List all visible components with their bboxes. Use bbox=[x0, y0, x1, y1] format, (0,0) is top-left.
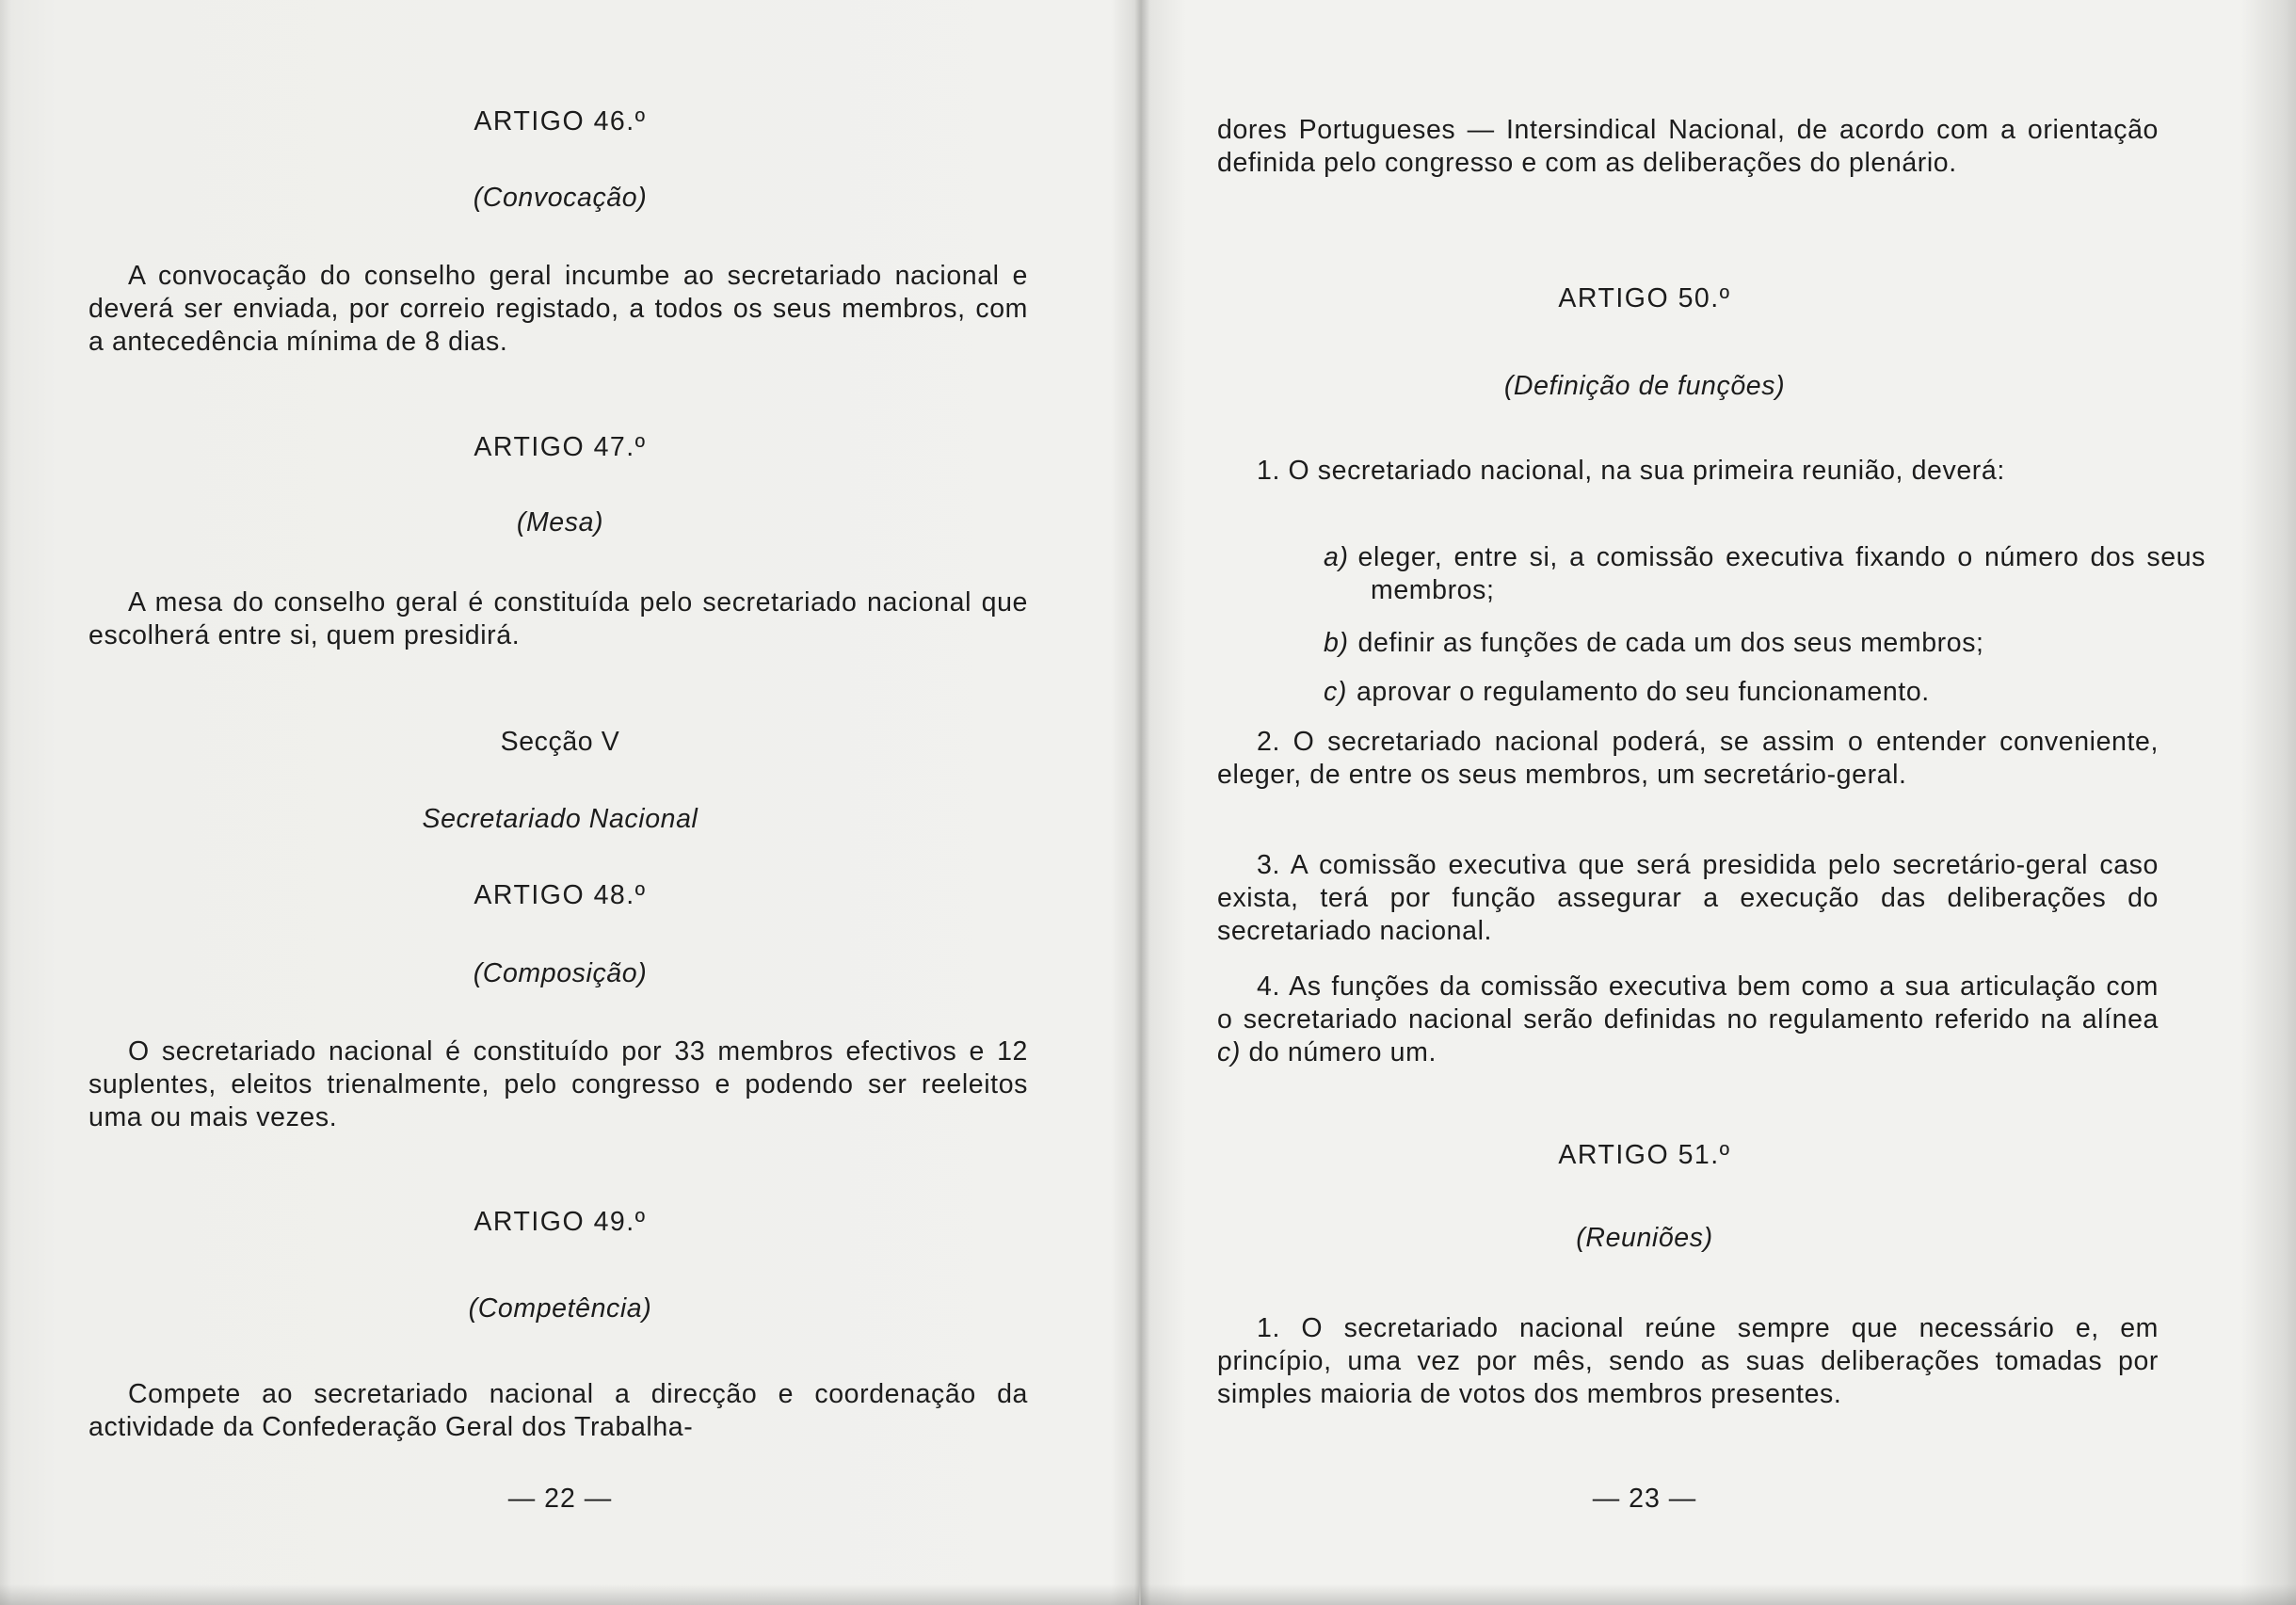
article-48-text: O secretariado nacional é constituído por 33 membros efectivos e 12 suplentes, eleitos trienalmente, pelo congresso e podendo ser reeleitos uma ou mais vezes. bbox=[88, 1036, 1028, 1132]
article-50-paragraph-3: 3. A comissão executiva que será presidida pelo secretário-geral caso exista, terá por função assegurar a execução das deliberações do secretariado nacional. bbox=[1217, 850, 2159, 946]
list-item bbox=[1324, 627, 2206, 660]
paragraph-text: 4. As funções da comissão executiva bem como a sua articulação com o secretariado nacional serão definidas no regulamento referido na alínea bbox=[1217, 971, 2159, 1035]
page-shadow bbox=[1141, 1584, 2296, 1605]
continued-paragraph: dores Portugueses — Intersindical Nacional, de acordo com a orientação definida pelo congresso e com as deliberações do plenário. bbox=[1217, 115, 2159, 178]
paragraph-text: do número um. bbox=[1248, 1037, 1437, 1067]
page-number: — 22 — bbox=[507, 1484, 613, 1514]
article-47-heading: ARTIGO 47.º bbox=[474, 432, 647, 462]
article-49-subtitle: (Competência) bbox=[468, 1293, 652, 1324]
article-47-text: A mesa do conselho geral é constituída pelo secretariado nacional que escolherá entre si, quem presidirá. bbox=[88, 587, 1028, 650]
article-50-subtitle: (Definição de funções) bbox=[1503, 371, 1786, 401]
article-50-paragraph-1: 1. O secretariado nacional, na sua primeira reunião, deverá: bbox=[1257, 456, 2005, 486]
right-page bbox=[1141, 0, 2296, 1605]
article-50-paragraph-4 bbox=[1217, 971, 2159, 1069]
article-50-heading: ARTIGO 50.º bbox=[1558, 283, 1731, 313]
article-49-heading: ARTIGO 49.º bbox=[474, 1207, 647, 1237]
list-item-text: definir as funções de cada um dos seus membros; bbox=[1357, 628, 1984, 658]
list-item bbox=[1324, 676, 2206, 709]
section-heading: Secção V bbox=[500, 727, 620, 757]
left-page bbox=[0, 0, 1139, 1605]
list-item-text: eleger, entre si, a comissão executiva fixando o número dos seus membros; bbox=[1357, 542, 2206, 605]
article-46-subtitle: (Convocação) bbox=[473, 183, 648, 213]
page-shadow bbox=[0, 1584, 1139, 1605]
page-number: — 23 — bbox=[1592, 1484, 1697, 1514]
list-item-text: aprovar o regulamento do seu funcionamento. bbox=[1356, 677, 1930, 707]
list-item-label: a) bbox=[1324, 542, 1349, 572]
article-46-heading: ARTIGO 46.º bbox=[474, 106, 647, 136]
article-47-subtitle: (Mesa) bbox=[516, 507, 604, 538]
section-title: Secretariado Nacional bbox=[422, 804, 698, 834]
article-50-paragraph-2: 2. O secretariado nacional poderá, se assim o entender conveniente, eleger, de entre os seus membros, um secretário-geral. bbox=[1217, 727, 2159, 790]
article-46-text: A convocação do conselho geral incumbe ao secretariado nacional e deverá ser enviada, por correio registado, a todos os seus membros, com a antecedência mínima de 8 dias. bbox=[88, 261, 1028, 357]
article-49-text: Compete ao secretariado nacional a direcção e coordenação da actividade da Confederação Geral dos Trabalha- bbox=[88, 1379, 1028, 1442]
list-item-label: c) bbox=[1324, 677, 1347, 707]
list-item-label: b) bbox=[1324, 628, 1349, 658]
article-48-subtitle: (Composição) bbox=[473, 958, 648, 988]
article-51-subtitle: (Reuniões) bbox=[1576, 1223, 1713, 1253]
article-51-paragraph-1: 1. O secretariado nacional reúne sempre que necessário e, em princípio, uma vez por mês, sendo as suas deliberações tomadas por simples maioria de votos dos membros presentes. bbox=[1217, 1313, 2159, 1409]
clause-reference: c) bbox=[1217, 1037, 1241, 1067]
list-item bbox=[1324, 541, 2206, 607]
article-51-heading: ARTIGO 51.º bbox=[1558, 1140, 1731, 1170]
article-48-heading: ARTIGO 48.º bbox=[474, 880, 647, 910]
